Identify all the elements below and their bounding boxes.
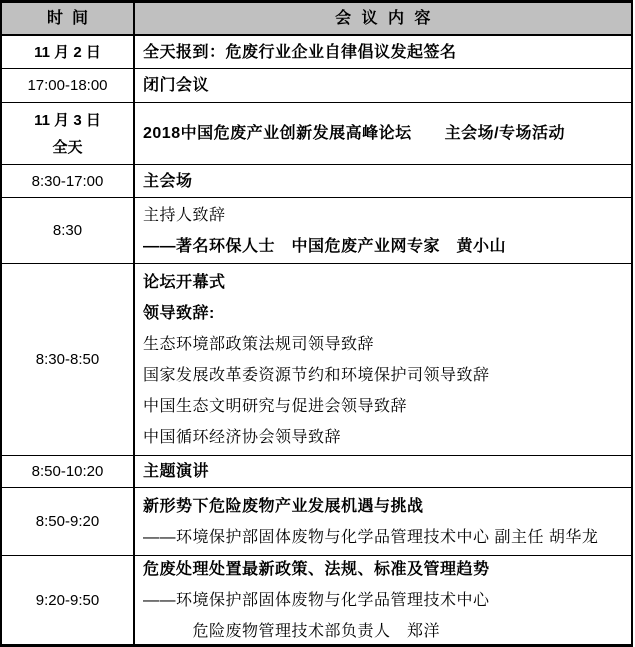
time-cell	[2, 556, 135, 644]
content-line: 中国生态文明研究与促进会领导致辞	[143, 397, 408, 415]
time-cell	[2, 69, 135, 102]
time-cell	[2, 36, 135, 68]
table-row	[2, 263, 631, 455]
time-text: 8:50-9:20	[35, 513, 100, 530]
table-row	[2, 35, 631, 68]
header-time-label: 时 间	[47, 10, 88, 27]
table-row	[2, 197, 631, 263]
time-text: 11 月 3 日	[34, 111, 101, 129]
content-line: 中国循环经济协会领导致辞	[143, 428, 342, 446]
table-row	[2, 455, 631, 487]
time-cell	[2, 264, 135, 455]
content-line: ——著名环保人士 中国危废产业网专家 黄小山	[143, 237, 507, 255]
time-text: 8:30-17:00	[31, 172, 104, 190]
content-line: 闭门会议	[143, 77, 210, 94]
content-line: 领导致辞:	[143, 304, 215, 322]
time-text: 11 月 2 日	[34, 43, 101, 61]
time-text: 9:20-9:50	[35, 591, 100, 609]
header-time-cell	[2, 3, 135, 34]
content-line: 主会场	[143, 172, 193, 190]
time-cell	[2, 456, 135, 487]
time-cell	[2, 198, 135, 263]
content-cell	[135, 456, 631, 487]
table-row	[2, 68, 631, 102]
table-row	[2, 102, 631, 164]
content-line: 主题演讲	[143, 463, 210, 480]
time-cell	[2, 165, 135, 197]
time-text: 8:30	[52, 222, 83, 239]
table-row	[2, 164, 631, 197]
content-line: ——环境保护部固体废物与化学品管理技术中心 副主任 胡华龙	[143, 528, 599, 546]
time-cell	[2, 488, 135, 555]
content-cell	[135, 36, 631, 68]
content-cell	[135, 103, 631, 164]
content-line: 主持人致辞	[143, 206, 226, 224]
content-cell	[135, 556, 631, 644]
content-cell	[135, 264, 631, 455]
content-line: ——环境保护部固体废物与化学品管理技术中心	[143, 591, 490, 609]
table-row	[2, 555, 631, 644]
content-line: 生态环境部政策法规司领导致辞	[143, 335, 375, 353]
time-text: 17:00-18:00	[27, 77, 108, 94]
content-cell	[135, 165, 631, 197]
header-content-cell	[135, 3, 631, 34]
content-line: 危废处理处置最新政策、法规、标准及管理趋势	[143, 560, 490, 578]
time-cell	[2, 103, 135, 164]
time-text: 8:30-8:50	[35, 351, 100, 368]
content-line: 新形势下危险废物产业发展机遇与挑战	[143, 497, 424, 515]
content-line: 国家发展改革委资源节约和环境保护司领导致辞	[143, 366, 490, 384]
table-row	[2, 487, 631, 555]
content-cell	[135, 198, 631, 263]
time-text: 全天	[52, 138, 83, 156]
content-cell	[135, 488, 631, 555]
content-line: 论坛开幕式	[143, 273, 226, 291]
content-line: 危险废物管理技术部负责人 郑洋	[143, 622, 441, 640]
time-text: 8:50-10:20	[31, 463, 104, 480]
content-line: 2018中国危废产业创新发展高峰论坛 主会场/专场活动	[143, 125, 566, 142]
content-line: 全天报到：危废行业企业自律倡议发起签名	[143, 43, 457, 61]
header-row	[2, 3, 631, 35]
content-cell	[135, 69, 631, 102]
header-content-label: 会 议 内 容	[335, 10, 431, 27]
